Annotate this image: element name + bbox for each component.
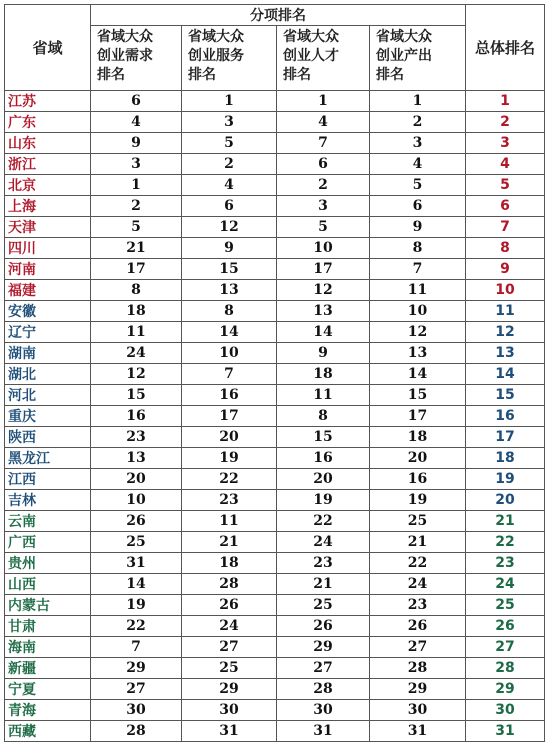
demand-rank-cell: 26 [91, 511, 182, 532]
total-rank-cell: 19 [466, 469, 545, 490]
header-line: 创业服务 [188, 48, 244, 64]
demand-rank-cell: 3 [91, 154, 182, 175]
table-row [5, 91, 545, 112]
service-rank-cell: 22 [182, 469, 277, 490]
output-rank-cell: 13 [370, 343, 466, 364]
output-rank-cell: 23 [370, 595, 466, 616]
output-rank-cell: 5 [370, 175, 466, 196]
total-rank-cell: 22 [466, 532, 545, 553]
talent-rank-cell: 24 [277, 532, 370, 553]
output-rank-cell: 6 [370, 196, 466, 217]
group-header: 分项排名 [91, 5, 466, 26]
demand-rank-cell: 14 [91, 574, 182, 595]
output-rank-cell: 25 [370, 511, 466, 532]
talent-rank-cell: 3 [277, 196, 370, 217]
table-row [5, 322, 545, 343]
province-cell: 陕西 [5, 427, 91, 448]
total-rank-cell: 13 [466, 343, 545, 364]
total-rank-cell: 14 [466, 364, 545, 385]
province-cell: 河北 [5, 385, 91, 406]
output-rank-cell: 16 [370, 469, 466, 490]
total-rank-cell: 17 [466, 427, 545, 448]
service-rank-cell: 27 [182, 637, 277, 658]
total-rank-cell: 27 [466, 637, 545, 658]
province-cell: 宁夏 [5, 679, 91, 700]
province-cell: 贵州 [5, 553, 91, 574]
total-rank-cell: 8 [466, 238, 545, 259]
total-rank-cell: 29 [466, 679, 545, 700]
service-rank-cell: 24 [182, 616, 277, 637]
province-cell: 海南 [5, 637, 91, 658]
demand-header [91, 26, 182, 91]
table-row [5, 196, 545, 217]
demand-rank-cell: 8 [91, 280, 182, 301]
talent-rank-cell: 19 [277, 490, 370, 511]
output-rank-cell: 2 [370, 112, 466, 133]
province-cell: 内蒙古 [5, 595, 91, 616]
service-rank-cell: 16 [182, 385, 277, 406]
output-rank-cell: 4 [370, 154, 466, 175]
province-header: 省域 [5, 5, 91, 91]
province-cell: 西藏 [5, 721, 91, 742]
total-rank-cell: 2 [466, 112, 545, 133]
output-header [370, 26, 466, 91]
table-row [5, 511, 545, 532]
total-rank-cell: 24 [466, 574, 545, 595]
talent-rank-cell: 10 [277, 238, 370, 259]
total-rank-cell: 7 [466, 217, 545, 238]
total-rank-cell: 26 [466, 616, 545, 637]
output-rank-cell: 26 [370, 616, 466, 637]
service-header [182, 26, 277, 91]
talent-rank-cell: 16 [277, 448, 370, 469]
output-rank-cell: 29 [370, 679, 466, 700]
demand-rank-cell: 31 [91, 553, 182, 574]
talent-rank-cell: 7 [277, 133, 370, 154]
talent-rank-cell: 13 [277, 301, 370, 322]
table-row [5, 133, 545, 154]
province-cell: 四川 [5, 238, 91, 259]
demand-rank-cell: 11 [91, 322, 182, 343]
header-line: 排名 [97, 67, 125, 83]
demand-rank-cell: 27 [91, 679, 182, 700]
output-rank-cell: 3 [370, 133, 466, 154]
output-rank-cell: 12 [370, 322, 466, 343]
service-rank-cell: 14 [182, 322, 277, 343]
header-line: 排名 [188, 67, 216, 83]
service-rank-cell: 20 [182, 427, 277, 448]
service-rank-cell: 29 [182, 679, 277, 700]
service-rank-cell: 10 [182, 343, 277, 364]
talent-rank-cell: 9 [277, 343, 370, 364]
province-cell: 上海 [5, 196, 91, 217]
province-cell: 广西 [5, 532, 91, 553]
service-rank-cell: 25 [182, 658, 277, 679]
service-rank-cell: 6 [182, 196, 277, 217]
demand-rank-cell: 13 [91, 448, 182, 469]
talent-rank-cell: 31 [277, 721, 370, 742]
service-rank-cell: 28 [182, 574, 277, 595]
talent-rank-cell: 22 [277, 511, 370, 532]
province-cell: 湖北 [5, 364, 91, 385]
demand-rank-cell: 16 [91, 406, 182, 427]
demand-rank-cell: 6 [91, 91, 182, 112]
demand-rank-cell: 2 [91, 196, 182, 217]
output-rank-cell: 18 [370, 427, 466, 448]
talent-rank-cell: 11 [277, 385, 370, 406]
header-line: 排名 [283, 67, 311, 83]
total-rank-cell: 30 [466, 700, 545, 721]
talent-rank-cell: 4 [277, 112, 370, 133]
talent-rank-cell: 23 [277, 553, 370, 574]
table-row [5, 700, 545, 721]
output-rank-cell: 8 [370, 238, 466, 259]
service-rank-cell: 30 [182, 700, 277, 721]
table-row [5, 406, 545, 427]
total-rank-cell: 10 [466, 280, 545, 301]
table-row [5, 343, 545, 364]
talent-rank-cell: 27 [277, 658, 370, 679]
table-row [5, 427, 545, 448]
talent-rank-cell: 5 [277, 217, 370, 238]
table-row [5, 175, 545, 196]
table-row [5, 679, 545, 700]
table-row [5, 238, 545, 259]
header-line: 省域大众 [283, 29, 339, 45]
province-cell: 天津 [5, 217, 91, 238]
output-rank-cell: 31 [370, 721, 466, 742]
demand-rank-cell: 1 [91, 175, 182, 196]
total-rank-cell: 16 [466, 406, 545, 427]
province-cell: 甘肃 [5, 616, 91, 637]
service-rank-cell: 18 [182, 553, 277, 574]
talent-rank-cell: 14 [277, 322, 370, 343]
talent-header [277, 26, 370, 91]
demand-rank-cell: 19 [91, 595, 182, 616]
output-rank-cell: 24 [370, 574, 466, 595]
demand-rank-cell: 24 [91, 343, 182, 364]
output-rank-cell: 28 [370, 658, 466, 679]
table-row [5, 532, 545, 553]
total-rank-cell: 11 [466, 301, 545, 322]
table-row [5, 112, 545, 133]
demand-rank-cell: 20 [91, 469, 182, 490]
header-line: 排名 [376, 67, 404, 83]
header-line: 创业人才 [283, 48, 339, 64]
output-rank-cell: 9 [370, 217, 466, 238]
ranking-table-container [4, 4, 544, 742]
province-cell: 广东 [5, 112, 91, 133]
demand-rank-cell: 23 [91, 427, 182, 448]
ranking-table [4, 4, 545, 742]
province-cell: 北京 [5, 175, 91, 196]
demand-rank-cell: 29 [91, 658, 182, 679]
demand-rank-cell: 15 [91, 385, 182, 406]
service-rank-cell: 5 [182, 133, 277, 154]
table-row [5, 721, 545, 742]
demand-rank-cell: 18 [91, 301, 182, 322]
output-rank-cell: 1 [370, 91, 466, 112]
demand-rank-cell: 30 [91, 700, 182, 721]
total-rank-cell: 12 [466, 322, 545, 343]
table-row [5, 217, 545, 238]
talent-rank-cell: 8 [277, 406, 370, 427]
demand-rank-cell: 4 [91, 112, 182, 133]
service-rank-cell: 3 [182, 112, 277, 133]
service-rank-cell: 4 [182, 175, 277, 196]
demand-rank-cell: 21 [91, 238, 182, 259]
province-cell: 江苏 [5, 91, 91, 112]
province-cell: 辽宁 [5, 322, 91, 343]
talent-rank-cell: 20 [277, 469, 370, 490]
header-line: 省域大众 [376, 29, 432, 45]
service-rank-cell: 7 [182, 364, 277, 385]
demand-rank-cell: 10 [91, 490, 182, 511]
table-row [5, 553, 545, 574]
output-rank-cell: 10 [370, 301, 466, 322]
output-rank-cell: 30 [370, 700, 466, 721]
province-cell: 山西 [5, 574, 91, 595]
province-cell: 湖南 [5, 343, 91, 364]
table-row [5, 448, 545, 469]
total-rank-cell: 4 [466, 154, 545, 175]
talent-rank-cell: 1 [277, 91, 370, 112]
table-row [5, 616, 545, 637]
output-rank-cell: 11 [370, 280, 466, 301]
service-rank-cell: 8 [182, 301, 277, 322]
province-cell: 河南 [5, 259, 91, 280]
talent-rank-cell: 25 [277, 595, 370, 616]
total-rank-cell: 9 [466, 259, 545, 280]
output-rank-cell: 15 [370, 385, 466, 406]
table-row [5, 637, 545, 658]
service-rank-cell: 19 [182, 448, 277, 469]
talent-rank-cell: 2 [277, 175, 370, 196]
talent-rank-cell: 15 [277, 427, 370, 448]
output-rank-cell: 17 [370, 406, 466, 427]
service-rank-cell: 21 [182, 532, 277, 553]
province-cell: 福建 [5, 280, 91, 301]
output-rank-cell: 22 [370, 553, 466, 574]
total-rank-cell: 20 [466, 490, 545, 511]
service-rank-cell: 26 [182, 595, 277, 616]
talent-rank-cell: 30 [277, 700, 370, 721]
demand-rank-cell: 9 [91, 133, 182, 154]
demand-rank-cell: 28 [91, 721, 182, 742]
service-rank-cell: 23 [182, 490, 277, 511]
province-cell: 青海 [5, 700, 91, 721]
talent-rank-cell: 21 [277, 574, 370, 595]
table-row [5, 574, 545, 595]
service-rank-cell: 9 [182, 238, 277, 259]
table-row [5, 301, 545, 322]
service-rank-cell: 17 [182, 406, 277, 427]
table-row [5, 490, 545, 511]
province-cell: 安徽 [5, 301, 91, 322]
total-rank-cell: 28 [466, 658, 545, 679]
total-rank-cell: 1 [466, 91, 545, 112]
service-rank-cell: 13 [182, 280, 277, 301]
table-row [5, 658, 545, 679]
demand-rank-cell: 22 [91, 616, 182, 637]
table-row [5, 595, 545, 616]
talent-rank-cell: 26 [277, 616, 370, 637]
province-cell: 重庆 [5, 406, 91, 427]
province-cell: 江西 [5, 469, 91, 490]
service-rank-cell: 11 [182, 511, 277, 532]
total-rank-cell: 18 [466, 448, 545, 469]
talent-rank-cell: 17 [277, 259, 370, 280]
talent-rank-cell: 28 [277, 679, 370, 700]
table-row [5, 469, 545, 490]
output-rank-cell: 7 [370, 259, 466, 280]
table-row [5, 385, 545, 406]
header-line: 创业需求 [97, 48, 153, 64]
service-rank-cell: 1 [182, 91, 277, 112]
total-rank-cell: 31 [466, 721, 545, 742]
output-rank-cell: 19 [370, 490, 466, 511]
province-cell: 山东 [5, 133, 91, 154]
service-rank-cell: 2 [182, 154, 277, 175]
total-rank-cell: 15 [466, 385, 545, 406]
total-rank-cell: 25 [466, 595, 545, 616]
total-rank-cell: 23 [466, 553, 545, 574]
header-line: 省域大众 [188, 29, 244, 45]
table-row [5, 259, 545, 280]
output-rank-cell: 21 [370, 532, 466, 553]
table-row [5, 364, 545, 385]
header-line: 创业产出 [376, 48, 432, 64]
talent-rank-cell: 6 [277, 154, 370, 175]
table-header [5, 5, 545, 91]
output-rank-cell: 14 [370, 364, 466, 385]
service-rank-cell: 15 [182, 259, 277, 280]
province-cell: 吉林 [5, 490, 91, 511]
service-rank-cell: 12 [182, 217, 277, 238]
total-rank-cell: 3 [466, 133, 545, 154]
demand-rank-cell: 17 [91, 259, 182, 280]
total-rank-cell: 21 [466, 511, 545, 532]
demand-rank-cell: 5 [91, 217, 182, 238]
total-header: 总体排名 [466, 5, 545, 91]
output-rank-cell: 27 [370, 637, 466, 658]
total-rank-cell: 5 [466, 175, 545, 196]
table-row [5, 154, 545, 175]
table-body [5, 91, 545, 742]
total-rank-cell: 6 [466, 196, 545, 217]
demand-rank-cell: 25 [91, 532, 182, 553]
output-rank-cell: 20 [370, 448, 466, 469]
table-row [5, 280, 545, 301]
service-rank-cell: 31 [182, 721, 277, 742]
province-cell: 云南 [5, 511, 91, 532]
province-cell: 浙江 [5, 154, 91, 175]
talent-rank-cell: 12 [277, 280, 370, 301]
province-cell: 黑龙江 [5, 448, 91, 469]
province-cell: 新疆 [5, 658, 91, 679]
talent-rank-cell: 29 [277, 637, 370, 658]
demand-rank-cell: 7 [91, 637, 182, 658]
talent-rank-cell: 18 [277, 364, 370, 385]
demand-rank-cell: 12 [91, 364, 182, 385]
header-line: 省域大众 [97, 29, 153, 45]
